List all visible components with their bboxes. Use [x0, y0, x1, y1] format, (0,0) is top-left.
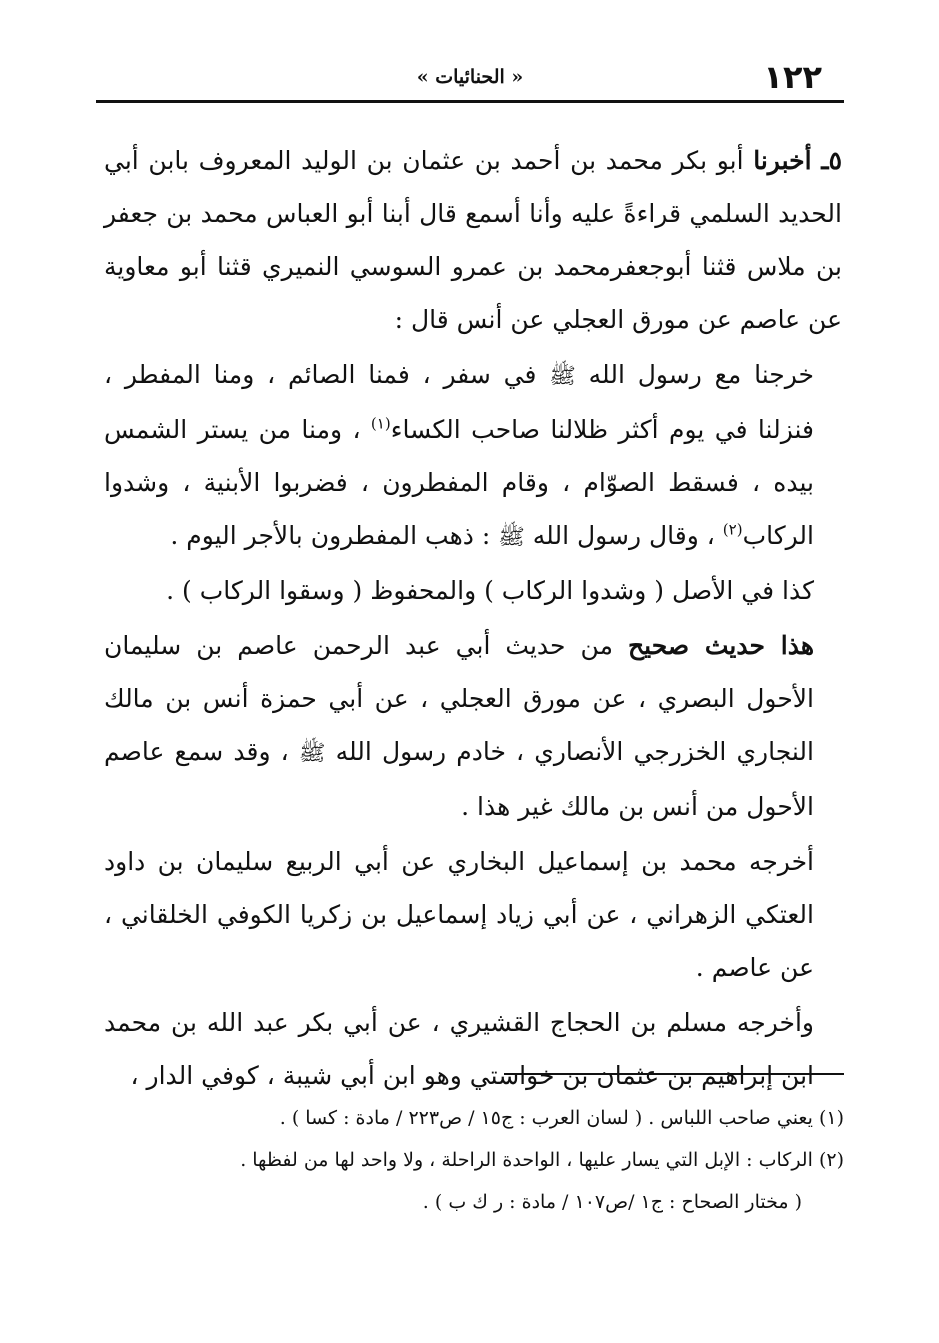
grading-text-2: ، وقد سمع عاصم الأحول من أنس بن مالك غير هذا . — [104, 737, 814, 821]
footnote-ref-2: (٢) — [722, 520, 743, 539]
main-text — [104, 134, 842, 1104]
matn-text-4: ، وقال رسول الله — [532, 521, 715, 550]
muslim-takhrij-paragraph: وأخرجه مسلم بن الحجاج القشيري ، عن أبي بكر عبد الله بن محمد ابن إبراهيم بن عثمان بن خواستي وهو ابن أبي شيبة ، كوفي الدار ، — [104, 1008, 814, 1090]
footnote-2 — [104, 1140, 844, 1180]
grading-paragraph — [104, 619, 814, 833]
footnote-1 — [104, 1098, 844, 1138]
grading-lead: هذا حديث صحيح — [628, 631, 815, 660]
hadith-matn-paragraph — [104, 348, 814, 617]
matn-text-2: في سفر ، فمنا الصائم ، ومنا المفطر ، فنزلنا في يوم أكثر ظلالنا صاحب الكساء — [104, 360, 814, 444]
footnote-1-number: (١) — [818, 1107, 844, 1129]
header-rule — [96, 100, 844, 103]
hadith-narration-paragraph — [104, 134, 842, 346]
bukhari-takhrij-paragraph: أخرجه محمد بن إسماعيل البخاري عن أبي الربيع سليمان بن داود العتكي الزهراني ، عن أبي زياد إسماعيل بن زكريا الكوفي الخلقاني ، عن عاصم . — [104, 847, 814, 982]
grading-text-1: من حديث أبي عبد الرحمن عاصم بن سليمان الأحول البصري ، عن مورق العجلي ، عن أبي حمزة أنس بن مالك النجاري الخزرجي الأنصاري ، خادم رسول الله — [104, 631, 814, 766]
footnote-2-text: الركاب : الإبل التي يسار عليها ، الواحدة الراحلة ، ولا واحد لها من لفظها . — [240, 1149, 813, 1171]
salawat-glyph-1: ﷺ — [549, 364, 576, 389]
salawat-glyph-3: ﷺ — [298, 741, 326, 766]
matn-text-3: ، ومنا من يستر الشمس بيده ، فسقط الصوّام ، وقام المفطرون ، فضربوا الأبنية ، وشدوا الركاب — [104, 415, 814, 550]
narration-lead-word: أخبرنا — [753, 146, 812, 175]
matn-text-5: : ذهب المفطرون بالأجر اليوم . — [170, 521, 491, 550]
salawat-glyph-2: ﷺ — [498, 525, 525, 550]
footnote-1-text: يعني صاحب اللباس . ( لسان العرب : ج١٥ / ص٢٢٣ / مادة : كسا ) . — [279, 1107, 813, 1129]
narration-text: أبو بكر محمد بن أحمد بن عثمان بن الوليد المعروف بابن أبي الحديد السلمي قراءةً عليه وأنا أسمع قال أبنا أبو العباس محمد بن جعفر بن ملاس قثنا أبوجعفرمحمد بن عمرو السوسي النميري قثنا أبو معاوية عن عاصم عن مورق العجلي عن أنس قال : — [104, 146, 842, 334]
footnote-2-number: (٢) — [818, 1149, 844, 1171]
footnote-separator — [504, 1073, 844, 1075]
footnotes — [104, 1098, 844, 1224]
matn-text-1: خرجنا مع رسول الله — [588, 360, 814, 389]
page-header — [96, 56, 844, 98]
editor-note: كذا في الأصل ( وشدوا الركاب ) والمحفوظ ( وسقوا الركاب ) . — [166, 576, 814, 605]
footnote-ref-1: (١) — [370, 414, 391, 433]
footnote-2-continuation: ( مختار الصحاح : ج١ /ص١٠٧ / مادة : ر ك ب ) . — [422, 1191, 802, 1213]
hadith-number: ٥ـ — [821, 146, 842, 175]
running-title: « الحنائيات » — [416, 66, 524, 88]
page-number: ١٢٢ — [763, 58, 822, 96]
